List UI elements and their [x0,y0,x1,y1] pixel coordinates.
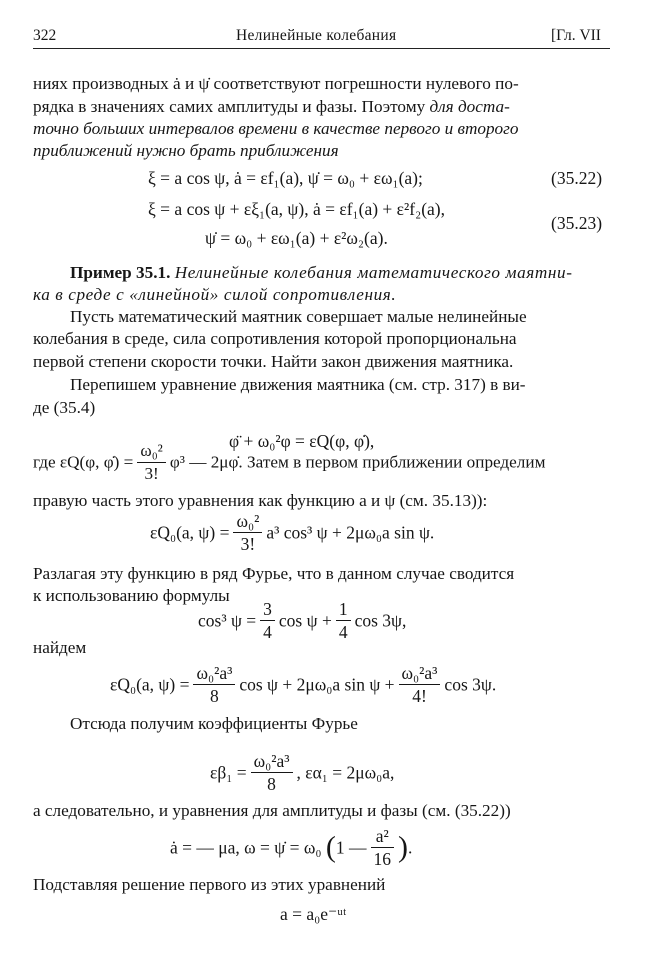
equation-rhs: , εα₁ = 2μω₀a, [296,762,395,783]
fraction-denominator: 8 [210,686,219,706]
fraction-numerator: ω₀² [137,440,165,463]
equation-35-23-line2: ψ̇ = ω₀ + εω₁(a) + ε²ω₂(a). [205,228,388,248]
paragraph-line: первой степени скорости точки. Найти закон движения маятника. [33,352,514,371]
equation-end: . [408,837,413,858]
equation-lhs: εβ₁ = [210,762,247,783]
paragraph-line: а следовательно, и уравнения для амплитуды и фазы (см. (35.22)) [33,801,511,820]
fraction [260,598,275,643]
paragraph-line: ниях производных ȧ и ψ̇ соответствуют погрешности нулевого по- [33,74,519,93]
fraction-denominator: 16 [373,849,391,869]
equation-q0 [150,510,434,555]
fraction [193,662,235,707]
fraction [251,750,293,795]
equation-middle: cos ψ + [278,610,332,631]
equation-cos-cubed [198,598,406,643]
equation-lhs: cos³ ψ = [198,610,257,631]
paragraph-line: Подставляя решение первого из этих уравнений [33,875,386,894]
header-rule [33,48,610,49]
paragraph-line [33,96,510,118]
paragraph-line: Пусть математический маятник совершает малые нелинейные [70,307,527,326]
example-title: Нелинейные колебания математического маятни- [174,263,573,282]
fraction-denominator: 8 [267,774,276,794]
paragraph-line: к использованию формулы [33,586,230,605]
fraction [399,662,441,707]
fraction-numerator: ω₀²a³ [193,662,235,685]
equation-solution: a = a₀e⁻ᵘᵗ [280,904,347,924]
paragraph-line: де (35.4) [33,398,96,417]
paragraph-line: Отсюда получим коэффициенты Фурье [70,714,358,733]
paragraph-line: найдем [33,638,87,657]
example-title-line2: ка в среде с «линейной» силой сопротивления. [33,285,397,304]
fraction-numerator: ω₀² [233,510,262,533]
equation-amplitude-phase [170,825,412,870]
equation-rhs: a³ cos³ ψ + 2μω₀a sin ψ. [266,522,435,543]
example-label: Пример 35.1. [70,263,171,282]
equation-lhs: εQ₀(a, ψ) = [150,522,230,543]
paragraph-italic-text: для доста- [429,97,510,116]
paragraph-line: Перепишем уравнение движения маятника (см. стр. 317) в ви- [70,375,526,394]
fraction-denominator: 3! [240,534,256,554]
equation-lhs: εQ₀(a, ψ) = [110,674,190,695]
equation-rhs: cos 3ψ, [354,610,407,631]
fraction-numerator: 3 [260,598,275,621]
equation-number: (35.23) [551,213,603,233]
right-paren: ) [398,830,408,864]
fraction-denominator: 4! [412,686,427,706]
equation-middle: cos ψ + 2μω₀a sin ψ + [239,674,395,695]
equation-fourier-coefficients [210,750,394,795]
equation-lhs: ȧ = — μa, ω = ψ̇ = ω₀ [170,837,322,858]
left-paren: ( [325,830,336,864]
equation-rhs: cos 3ψ. [444,674,497,695]
example-heading-line [70,262,573,284]
page-number: 322 [33,27,57,44]
equation-35-23-line1: ξ = a cos ψ + εξ₁(a, ψ), ȧ = εf₁(a) + ε²f₂(a), [148,199,445,219]
equation-number: (35.22) [551,168,603,188]
fraction-denominator: 4 [263,622,272,642]
fraction [336,598,351,643]
equation-35-22: ξ = a cos ψ, ȧ = εf₁(a), ψ̇ = ω₀ + εω₁(a); [148,168,423,188]
fraction [233,510,262,555]
running-title: Нелинейные колебания [236,27,397,44]
fraction-numerator: 1 [336,598,351,621]
fraction-denominator: 4 [338,622,348,642]
fraction [137,440,165,485]
chapter-label: [Гл. VII [551,27,601,44]
fraction-numerator: a² [371,825,395,848]
fraction [371,825,395,870]
paragraph-text: рядка в значениях самих амплитуды и фазы. Поэтому [33,97,430,116]
equation-q0-expanded [110,662,496,707]
paragraph-italic-line: приближений нужно брать приближения [33,141,339,160]
where-suffix: φ³ — 2μφ̇. Затем в первом приближении определим [169,452,546,472]
paragraph-italic-line: точно больших интервалов времени в качестве первого и второго [33,119,519,138]
paragraph-line: Разлагая эту функцию в ряд Фурье, что в данном случае сводится [33,564,515,583]
fraction-numerator: ω₀²a³ [251,750,293,773]
paragraph-line: правую часть этого уравнения как функцию a и ψ (см. 35.13)): [33,491,488,510]
paragraph-line: колебания в среде, сила сопротивления которой пропорциональна [33,329,517,348]
fraction-denominator: 3! [144,464,159,483]
equation-inner: 1 — [335,837,367,858]
fraction-numerator: ω₀²a³ [399,662,441,685]
where-prefix: где εQ(φ, φ̇) = [33,452,134,472]
equation-motion: φ̈ + ω₀²φ = εQ(φ, φ̇), [229,431,375,451]
where-line [33,440,545,485]
